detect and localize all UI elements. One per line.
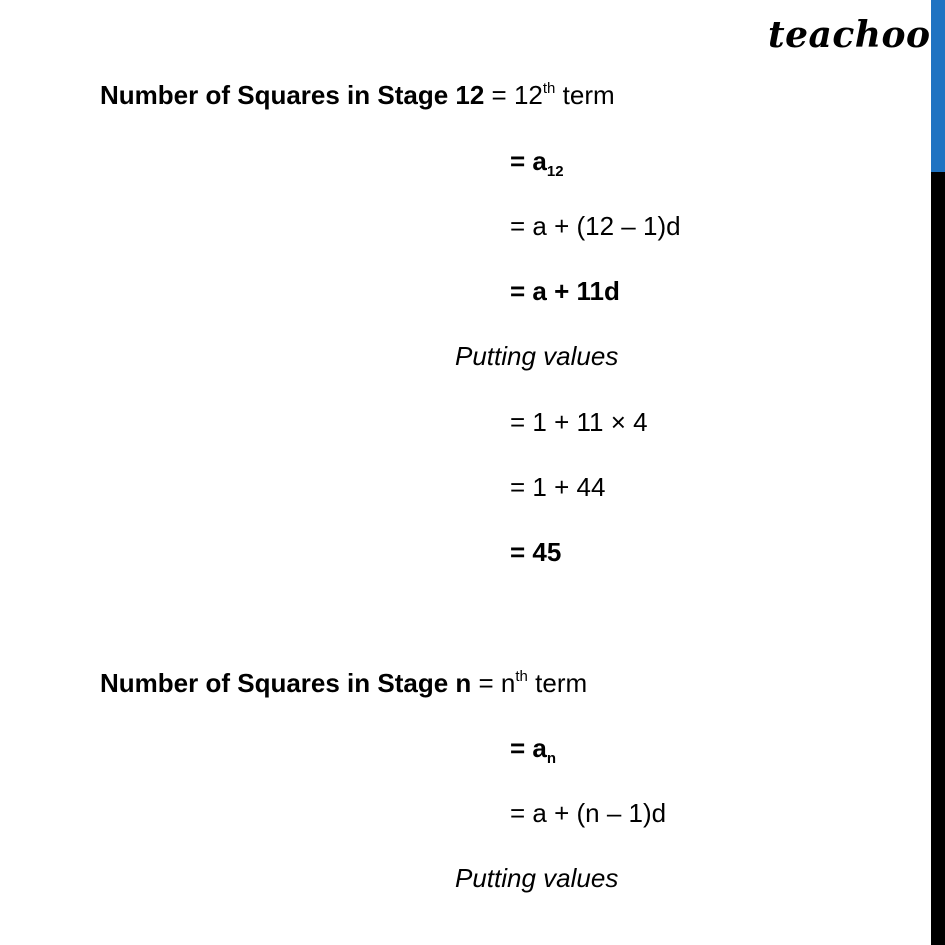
teachoo-logo: teachoo xyxy=(768,14,931,56)
stage12-heading-label: Number of Squares in Stage 12 xyxy=(100,80,485,110)
stagen-step-formula: = a + (n – 1)d xyxy=(510,798,667,828)
stagen-step-an-main: = a xyxy=(510,733,547,763)
stage12-step-simplified: = a + 11d xyxy=(510,276,620,306)
stage12-heading-sup: th xyxy=(542,80,556,97)
stage12-step-a12-sub: 12 xyxy=(546,163,564,180)
stage12-step-a12-main: = a xyxy=(510,146,547,176)
stagen-heading-tail: term xyxy=(527,668,588,698)
sidebar-accent-bar xyxy=(931,0,945,172)
stagen-heading xyxy=(100,666,587,700)
stage12-step-substituted: = 1 + 11 × 4 xyxy=(510,407,648,437)
stagen-heading-sup: th xyxy=(515,668,528,685)
stage12-heading-tail: term xyxy=(555,80,615,110)
stage12-note-putting-values: Putting values xyxy=(455,341,619,371)
stagen-step-an xyxy=(510,731,556,765)
stage12-heading xyxy=(100,78,615,112)
stage12-step-result: = 45 xyxy=(510,537,562,567)
right-sidebar-bar xyxy=(931,0,945,945)
stagen-step-an-sub: n xyxy=(546,750,557,767)
stagen-heading-eq: = n xyxy=(471,668,516,698)
stagen-note-putting-values: Putting values xyxy=(455,863,619,893)
stage12-step-sum: = 1 + 44 xyxy=(510,472,606,502)
stage12-heading-eq: = 12 xyxy=(484,80,543,110)
stage12-step-formula: = a + (12 – 1)d xyxy=(510,211,681,241)
stage12-step-a12 xyxy=(510,144,564,178)
stagen-heading-label: Number of Squares in Stage n xyxy=(100,668,472,698)
